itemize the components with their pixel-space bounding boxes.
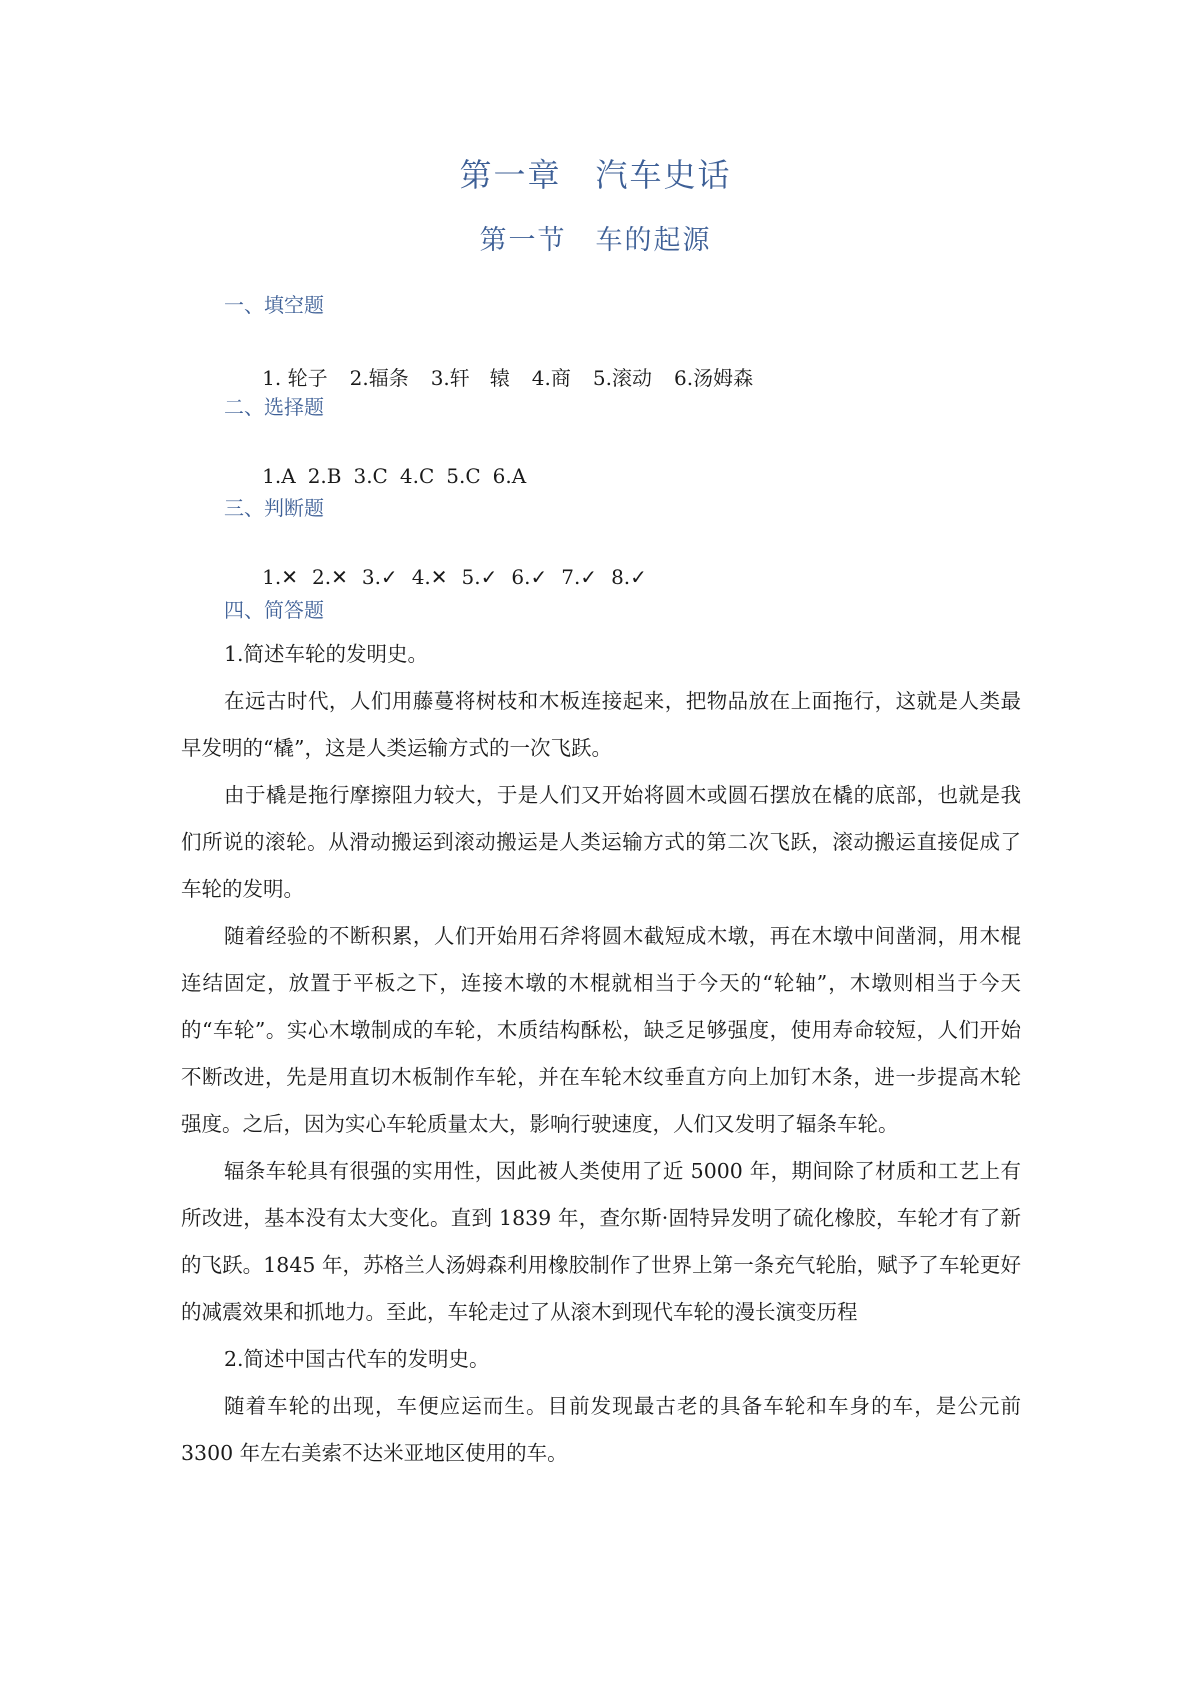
paragraph: 随着经验的不断积累，人们开始用石斧将圆木截短成木墩，再在木墩中间凿洞，用木棍连结固定，放置于平板之下，连接木墩的木棍就相当于今天的“轮轴”，木墩则相当于今天的“车轮”。实心木墩制成的车轮，木质结构酥松，缺乏足够强度，使用寿命较短，人们开始不断改进，先是用直切木板制作车轮，并在车轮木纹垂直方向上加钉木条，进一步提高木轮强度。之后，因为实心车轮质量太大，影响行驶速度，人们又发明了辐条车轮。 <box>181 924 1021 1136</box>
paragraph: 辐条车轮具有很强的实用性，因此被人类使用了近 5000 年，期间除了材质和工艺上有所改进，基本没有太大变化。直到 1839 年，查尔斯·固特异发明了硫化橡胶，车轮才有了新的飞跃。1845 年，苏格兰人汤姆森利用橡胶制作了世界上第一条充气轮胎，赋予了车轮更好的减震效果和抓地力。至此，车轮走过了从滚木到现代车轮的漫长演变历程 <box>181 1159 1021 1324</box>
answer-item: 5.滚动 <box>592 366 652 390</box>
answer-item: 6.✓ <box>511 565 548 589</box>
chapter-title: 第一章 汽车史话 <box>459 156 732 194</box>
fill-blank-heading: 一、填空题 <box>224 293 324 317</box>
answer-item: 4.C <box>399 464 435 488</box>
answer-item: 5.✓ <box>461 565 498 589</box>
section-title: 第一节 车的起源 <box>479 225 712 256</box>
answer-item: 1. 轮子 <box>262 366 328 390</box>
answer-item: 1.A <box>262 464 296 488</box>
choice-heading: 二、选择题 <box>224 395 324 419</box>
answer-item: 6.汤姆森 <box>673 366 754 390</box>
paragraph: 随着车轮的出现，车便应运而生。目前发现最古老的具备车轮和车身的车，是公元前 3300 年左右美索不达米亚地区使用的车。 <box>181 1394 1021 1465</box>
answer-item: 2.✕ <box>312 565 348 589</box>
answer-item: 2.B <box>307 464 342 488</box>
question-2: 2.简述中国古代车的发明史。 <box>224 1347 490 1371</box>
answer-item: 6.A <box>492 464 527 488</box>
answer-item: 4.✕ <box>411 565 448 589</box>
question-1: 1.简述车轮的发明史。 <box>224 642 429 666</box>
short-answer-section <box>181 594 1021 1477</box>
answer-item: 8.✓ <box>611 565 647 589</box>
paragraph: 由于橇是拖行摩擦阻力较大，于是人们又开始将圆木或圆石摆放在橇的底部，也就是我们所说的滚轮。从滑动搬运到滚动搬运是人类运输方式的第二次飞跃，滚动搬运直接促成了车轮的发明。 <box>181 783 1021 901</box>
answer-item: 7.✓ <box>561 565 598 589</box>
judge-heading: 三、判断题 <box>224 496 324 520</box>
answer-item: 1.✕ <box>262 565 298 589</box>
answer-item: 3.C <box>353 464 388 488</box>
answer-item: 5.C <box>446 464 481 488</box>
answer-item: 3.✓ <box>361 565 398 589</box>
answer-item: 4.商 <box>531 366 571 390</box>
answer-item: 3.轩 辕 <box>430 366 510 390</box>
short-answer-heading: 四、简答题 <box>224 598 324 622</box>
paragraph: 在远古时代，人们用藤蔓将树枝和木板连接起来，把物品放在上面拖行，这就是人类最早发明的“橇”，这是人类运输方式的一次飞跃。 <box>181 689 1021 760</box>
answer-item: 2.辐条 <box>349 366 409 390</box>
